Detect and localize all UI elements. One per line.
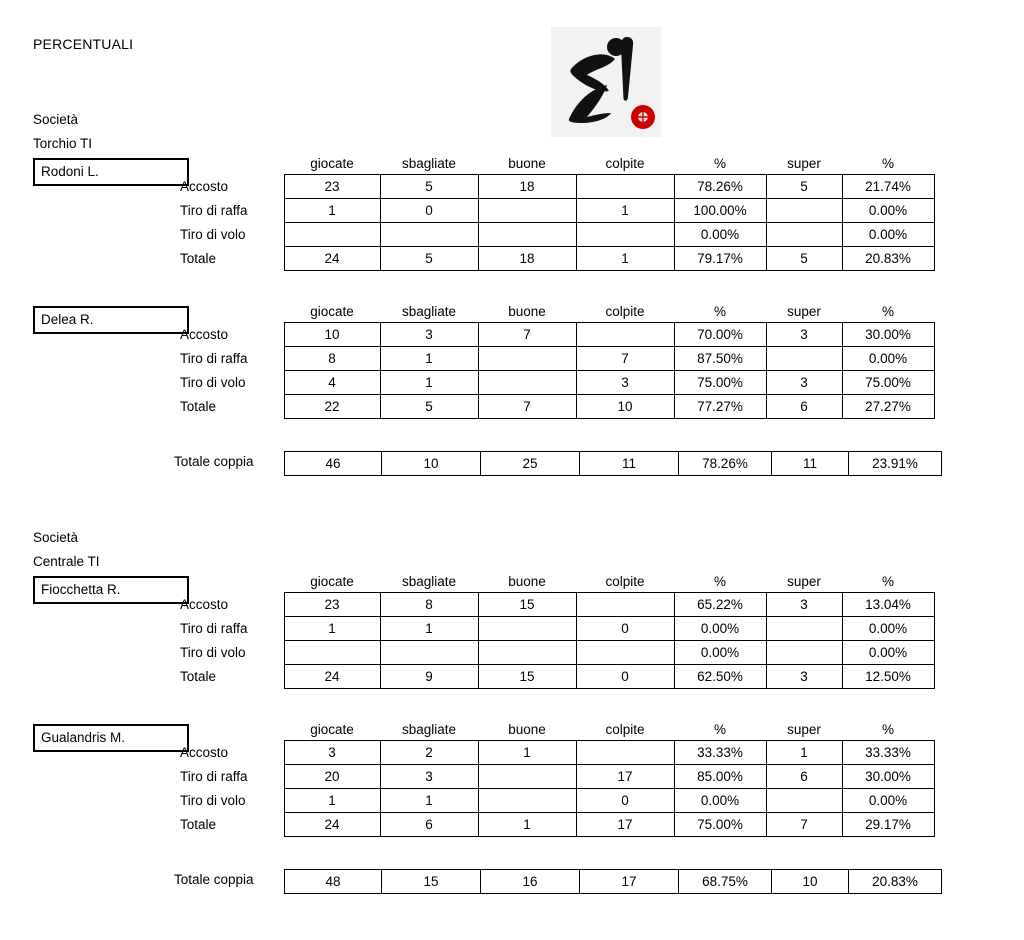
header-pct2: % [881,155,894,171]
table-row-total [285,870,942,894]
cell-giocate [284,223,380,247]
table-row [174,223,934,247]
page-title: PERCENTUALI [33,36,134,52]
cell-pct2: 0.00% [842,199,934,223]
table-row-total [174,395,934,419]
cell-buone [478,765,576,789]
cell-pct: 70.00% [674,323,766,347]
societa-label-0: Società [33,112,79,127]
table-header-row [174,718,934,741]
table-row-total [174,813,934,837]
cell-colpite: 1 [576,247,674,271]
cell-buone [478,347,576,371]
row-label: Tiro di volo [180,793,246,808]
cell-sbagliate [380,223,478,247]
cell-pct2: 20.83% [849,870,942,894]
table-row [174,789,934,813]
cell-sbagliate: 1 [380,617,478,641]
cell-super: 3 [766,593,842,617]
row-label: Totale [180,669,217,684]
header-spacer [174,718,284,741]
cell-pct2: 33.33% [842,741,934,765]
cell-giocate: 22 [284,395,380,419]
cell-colpite [576,175,674,199]
cell-pct2: 0.00% [842,641,934,665]
table-row [174,617,934,641]
cell-buone: 18 [478,247,576,271]
cell-super [766,789,842,813]
table-row [174,323,934,347]
stats-table-delea [174,300,935,419]
row-label: Tiro di raffa [180,203,248,218]
cell-buone [478,617,576,641]
cell-giocate: 23 [284,175,380,199]
cell-colpite: 0 [576,665,674,689]
cell-buone [478,199,576,223]
cell-super: 3 [766,371,842,395]
logo-graphic [551,27,661,137]
cell-colpite [576,223,674,247]
cell-buone: 7 [478,323,576,347]
cell-pct2: 13.04% [842,593,934,617]
cell-buone: 18 [478,175,576,199]
table-row [174,765,934,789]
table-row-total [174,247,934,271]
cell-pct: 0.00% [674,789,766,813]
table-row [174,641,934,665]
table-row [174,741,934,765]
row-label: Tiro di raffa [180,769,248,784]
cell-super: 5 [766,247,842,271]
cell-sbagliate [380,641,478,665]
cell-super: 7 [766,813,842,837]
table-row [174,371,934,395]
header-buone: buone [508,721,546,737]
cell-sbagliate: 2 [380,741,478,765]
cell-colpite: 0 [576,617,674,641]
cell-buone: 16 [481,870,580,894]
club-name-0: Torchio TI [33,136,93,151]
cell-super: 1 [766,741,842,765]
cell-colpite: 11 [580,452,679,476]
header-colpite: colpite [605,721,645,737]
cell-pct2: 12.50% [842,665,934,689]
row-label: Tiro di volo [180,227,246,242]
header-colpite: colpite [605,155,645,171]
header-pct: % [713,303,726,319]
cell-sbagliate: 3 [380,323,478,347]
row-label: Tiro di volo [180,375,246,390]
header-pct: % [713,573,726,589]
header-giocate: giocate [310,303,354,319]
cell-sbagliate: 15 [382,870,481,894]
cell-pct2: 23.91% [849,452,942,476]
cell-sbagliate: 5 [380,395,478,419]
cell-pct: 100.00% [674,199,766,223]
header-giocate: giocate [310,721,354,737]
cell-pct: 75.00% [674,371,766,395]
cell-colpite: 17 [580,870,679,894]
cell-colpite [576,741,674,765]
header-spacer [174,300,284,323]
table-header-row [174,152,934,175]
header-giocate: giocate [310,573,354,589]
stats-table-gualandris [174,718,935,837]
cell-pct: 62.50% [674,665,766,689]
row-label: Tiro di raffa [180,621,248,636]
cell-pct2: 29.17% [842,813,934,837]
table-row [174,199,934,223]
cell-pct: 78.26% [679,452,772,476]
cell-buone [478,223,576,247]
cell-pct: 77.27% [674,395,766,419]
cell-sbagliate: 10 [382,452,481,476]
row-label: Tiro di raffa [180,351,248,366]
section-1-club [33,526,100,574]
header-buone: buone [508,573,546,589]
header-buone: buone [508,303,546,319]
cell-colpite: 3 [576,371,674,395]
cell-giocate: 20 [284,765,380,789]
cell-sbagliate: 3 [380,765,478,789]
cell-pct: 87.50% [674,347,766,371]
header-super: super [787,573,821,589]
cell-colpite: 17 [576,765,674,789]
cell-sbagliate: 1 [380,371,478,395]
header-pct2: % [881,303,894,319]
cell-colpite: 17 [576,813,674,837]
cell-super: 11 [772,452,849,476]
header-colpite: colpite [605,573,645,589]
cell-super: 3 [766,665,842,689]
cell-super: 5 [766,175,842,199]
cell-giocate: 24 [284,813,380,837]
cell-pct2: 21.74% [842,175,934,199]
cell-pct2: 30.00% [842,323,934,347]
cell-sbagliate: 1 [380,347,478,371]
cell-giocate: 24 [284,665,380,689]
header-pct: % [713,721,726,737]
cell-pct: 85.00% [674,765,766,789]
cell-super: 6 [766,765,842,789]
cell-giocate: 1 [284,199,380,223]
player-name-box: Fiocchetta R. [33,576,189,604]
cell-pct: 0.00% [674,617,766,641]
cell-super [766,347,842,371]
cell-buone: 1 [478,813,576,837]
cell-pct2: 0.00% [842,347,934,371]
cell-giocate: 24 [284,247,380,271]
stats-table-fiocchetta [174,570,935,689]
cell-colpite: 1 [576,199,674,223]
row-label: Accosto [180,597,229,612]
cell-sbagliate: 1 [380,789,478,813]
header-super: super [787,155,821,171]
table-row [174,593,934,617]
totale-coppia-table [284,451,942,476]
cell-colpite [576,323,674,347]
cell-sbagliate: 9 [380,665,478,689]
stats-table-rodoni [174,152,935,271]
header-spacer [174,570,284,593]
cell-pct: 75.00% [674,813,766,837]
row-label: Totale [180,817,217,832]
cell-giocate: 4 [284,371,380,395]
header-sbagliate: sbagliate [401,155,457,171]
header-super: super [787,721,821,737]
club-name-1: Centrale TI [33,554,100,569]
cell-pct: 33.33% [674,741,766,765]
header-super: super [787,303,821,319]
table-row-total [285,452,942,476]
header-pct2: % [881,573,894,589]
cell-super [766,641,842,665]
header-sbagliate: sbagliate [401,303,457,319]
cell-sbagliate: 0 [380,199,478,223]
header-sbagliate: sbagliate [401,721,457,737]
table-row [174,175,934,199]
player-name-box: Rodoni L. [33,158,189,186]
cell-giocate: 48 [285,870,382,894]
table-header-row [174,570,934,593]
row-label: Tiro di volo [180,645,246,660]
cell-pct: 0.00% [674,641,766,665]
header-spacer [174,152,284,175]
cell-super [766,199,842,223]
player-name-box: Delea R. [33,306,189,334]
cell-pct2: 0.00% [842,223,934,247]
cell-super: 3 [766,323,842,347]
cell-super: 6 [766,395,842,419]
section-0-club [33,108,92,156]
cell-pct: 68.75% [679,870,772,894]
cell-giocate: 8 [284,347,380,371]
cell-colpite [576,593,674,617]
header-buone: buone [508,155,546,171]
cell-super [766,223,842,247]
row-label: Accosto [180,745,229,760]
cell-giocate: 46 [285,452,382,476]
cell-giocate [284,641,380,665]
cell-pct: 0.00% [674,223,766,247]
cell-sbagliate: 8 [380,593,478,617]
cell-giocate: 10 [284,323,380,347]
header-pct: % [713,155,726,171]
totale-coppia-label: Totale coppia [174,872,254,887]
cell-pct2: 27.27% [842,395,934,419]
cell-buone [478,789,576,813]
cell-colpite: 10 [576,395,674,419]
cell-buone: 15 [478,593,576,617]
cell-pct2: 0.00% [842,617,934,641]
cell-buone: 15 [478,665,576,689]
row-label: Totale [180,251,217,266]
header-sbagliate: sbagliate [401,573,457,589]
row-label: Totale [180,399,217,414]
cell-super [766,617,842,641]
cell-buone: 1 [478,741,576,765]
cell-pct2: 20.83% [842,247,934,271]
totale-coppia-table [284,869,942,894]
cell-colpite: 0 [576,789,674,813]
cell-sbagliate: 5 [380,247,478,271]
societa-label-1: Società [33,530,79,545]
table-row-total [174,665,934,689]
cell-pct: 78.26% [674,175,766,199]
cell-pct: 79.17% [674,247,766,271]
cell-giocate: 1 [284,617,380,641]
cell-buone: 7 [478,395,576,419]
cell-giocate: 23 [284,593,380,617]
cell-giocate: 3 [284,741,380,765]
player-name-box: Gualandris M. [33,724,189,752]
cell-giocate: 1 [284,789,380,813]
header-giocate: giocate [310,155,354,171]
cell-buone: 25 [481,452,580,476]
table-row [174,347,934,371]
bocce-player-logo [551,27,661,137]
totale-coppia-label: Totale coppia [174,454,254,469]
cell-sbagliate: 6 [380,813,478,837]
row-label: Accosto [180,327,229,342]
table-header-row [174,300,934,323]
cell-pct: 65.22% [674,593,766,617]
cell-super: 10 [772,870,849,894]
cell-pct2: 30.00% [842,765,934,789]
header-colpite: colpite [605,303,645,319]
cell-buone [478,371,576,395]
cell-colpite: 7 [576,347,674,371]
header-pct2: % [881,721,894,737]
cell-colpite [576,641,674,665]
cell-buone [478,641,576,665]
row-label: Accosto [180,179,229,194]
cell-sbagliate: 5 [380,175,478,199]
cell-pct2: 0.00% [842,789,934,813]
cell-pct2: 75.00% [842,371,934,395]
